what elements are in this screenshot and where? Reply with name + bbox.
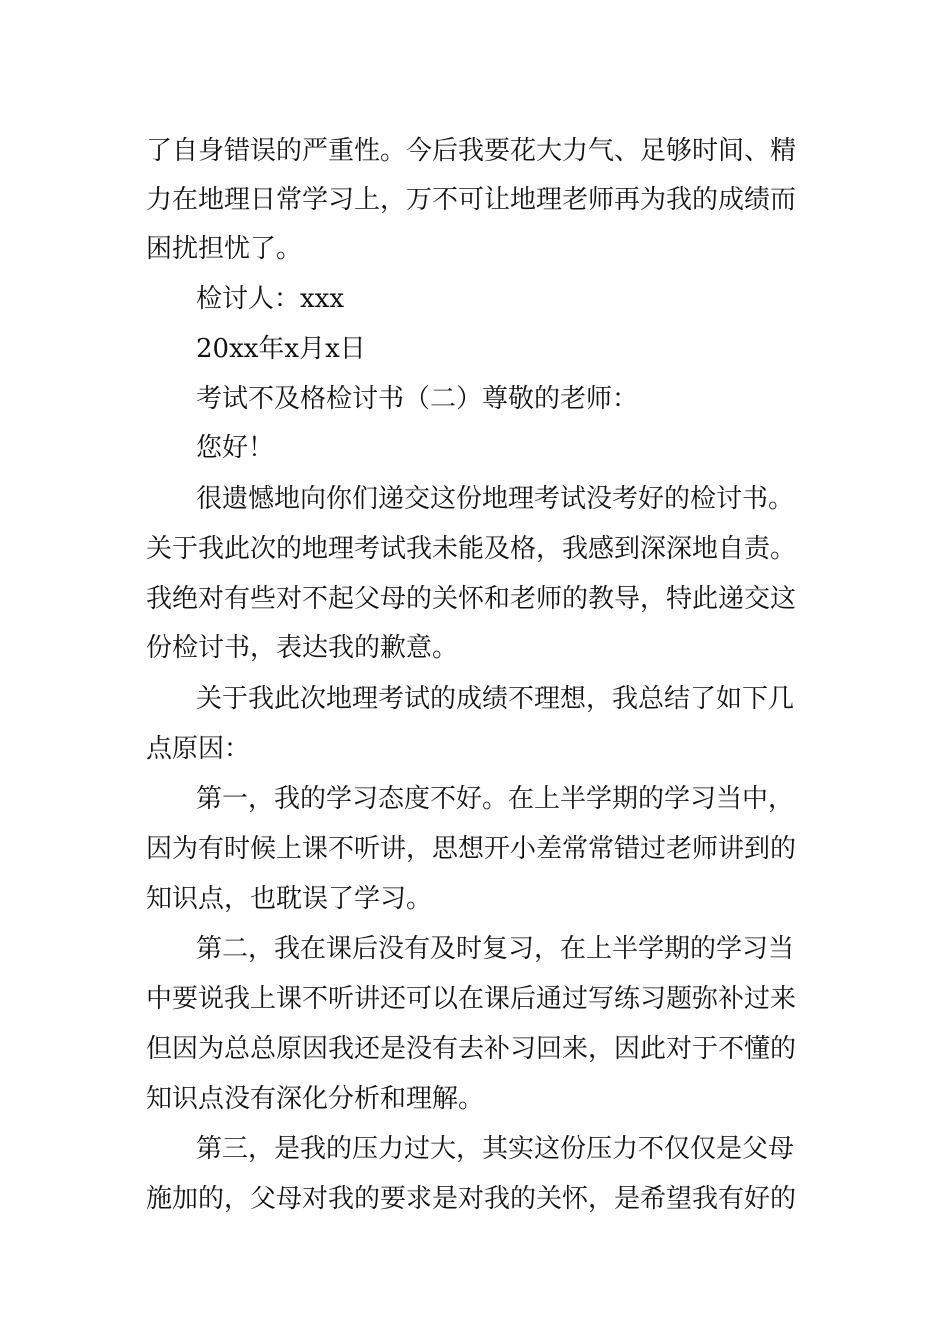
text-line: 我绝对有些对不起父母的关怀和老师的教导，特此递交这 [146,584,797,614]
text-line: 第三，是我的压力过大，其实这份压力不仅仅是父母 [196,1134,795,1164]
text-line: 第二，我在课后没有及时复习，在上半学期的学习当 [196,934,795,964]
text-line: 但因为总总原因我还是没有去补习回来，因此对于不懂的 [146,1034,797,1064]
greeting-line: 您好！ [196,433,275,463]
text-line: 关于我此次的地理考试我未能及格，我感到深深地自责。 [146,534,797,564]
text-line: 份检讨书，表达我的歉意。 [146,633,459,663]
text-line: 施加的，父母对我的要求是对我的关怀，是希望我有好的 [146,1184,797,1214]
date-line: 20xx年x月x日 [196,334,366,364]
text-line: 关于我此次地理考试的成绩不理想，我总结了如下几 [196,684,795,714]
text-line: 中要说我上课不听讲还可以在课后通过写练习题弥补过来 [146,984,797,1014]
text-line: 很遗憾地向你们递交这份地理考试没考好的检讨书。 [196,484,795,514]
text-line: 知识点没有深化分析和理解。 [146,1084,485,1114]
text-line: 知识点，也耽误了学习。 [146,884,433,914]
signature-line: 检讨人：xxx [196,284,344,314]
text-line: 第一，我的学习态度不好。在上半学期的学习当中， [196,784,795,814]
section-title: 考试不及格检讨书（二）尊敬的老师： [196,384,639,414]
text-line: 因为有时候上课不听讲，思想开小差常常错过老师讲到的 [146,834,797,864]
text-line: 了自身错误的严重性。今后我要花大力气、足够时间、精 [146,136,797,166]
text-line: 点原因： [146,734,251,764]
text-line: 困扰担忧了。 [146,234,303,264]
text-line: 力在地理日常学习上，万不可让地理老师再为我的成绩而 [146,185,797,215]
